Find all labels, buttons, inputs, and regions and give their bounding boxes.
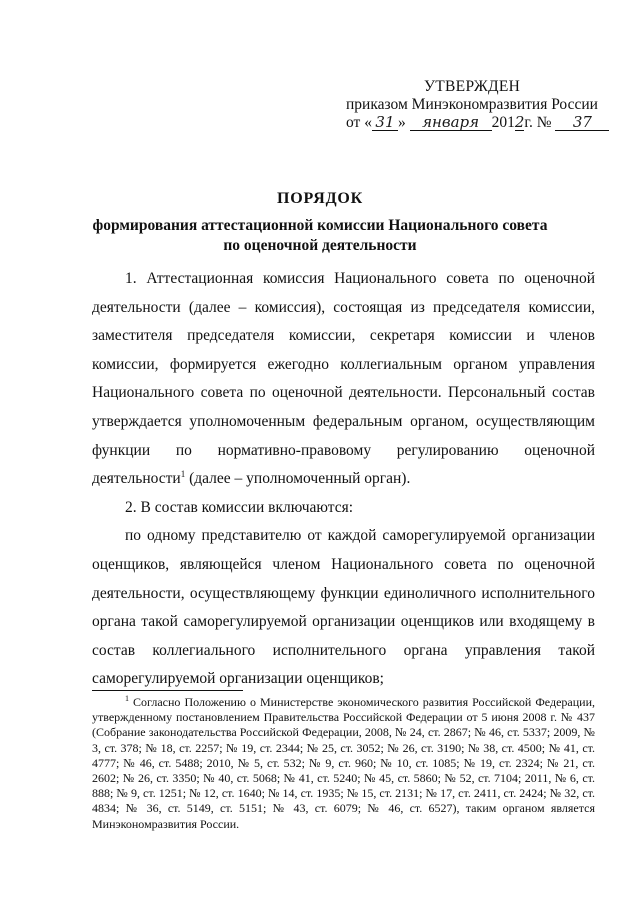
date-prefix: от « xyxy=(346,114,372,131)
document-subtitle: формирования аттестационной комиссии Национального совета по оценочной деятельности xyxy=(92,217,548,254)
handwritten-day: 31 xyxy=(372,114,398,131)
approval-stamp xyxy=(346,78,616,132)
date-mid: » xyxy=(397,114,410,131)
footnote-text: Согласно Положению о Министерстве экономического развития Российской Федерации, утвержденному постановлением Правительства Российской Федерации от 5 июня 2008 г. № 437 (Собрание законодательства Российской Федерации, 2008, № 24, ст. 2867; № 46, ст. 5337; 2009, № 3, ст. 378; № 18, ст. 2257; № 19, ст. 2344; № 25, ст. 3052; № 26, ст. 3190; № 38, ст. 4500; № 41, ст. 4777; № 46, ст. 5488; 2010, № 5, ст. 532; № 9, ст. 960; № 10, ст. 1085; № 19, ст. 2324; № 21, ст. 2602; № 26, ст. 3350; № 40, ст. 5068; № 41, ст. 5240; № 45, ст. 5860; № 52, ст. 7104; 2011, № 6, ст. 888; № 9, ст. 1251; № 12, ст. 1640; № 14, ст. 1935; № 15, ст. 2131; № 17, ст. 2411, ст. 2424; № 32, ст. 4834; № 36, ст. 5149, ст. 5151; № 43, ст. 6079; № 46, ст. 6527), таким органом является Минэкономразвития России. xyxy=(92,695,595,831)
footnote-marker: 1 xyxy=(125,694,129,703)
approval-order: приказом Минэкономразвития России xyxy=(346,96,598,113)
handwritten-order-number: 37 xyxy=(555,114,609,131)
year-prefix: 201 xyxy=(491,114,515,131)
handwritten-year-digit: 2 xyxy=(514,113,525,131)
document-body xyxy=(92,265,595,694)
footnote xyxy=(92,695,595,832)
handwritten-month: января xyxy=(410,114,492,131)
footnote-divider xyxy=(92,690,243,691)
paragraph-1-text: 1. Аттестационная комиссия Национального совета по оценочной деятельности (далее – комиссия), состоящая из председателя комиссии, заместителя председателя комиссии, секретаря комиссии и членов комиссии, формируется ежегодно коллегиальным органом управления Национального совета по оценочной деятельности. Персональный состав утверждается уполномоченным федеральным органом, осуществляющим функции по нормативно-правовому регулированию оценочной деятельности xyxy=(92,270,595,488)
approval-heading: УТВЕРЖДЕН xyxy=(424,78,521,95)
paragraph-1-tail: (далее – уполномоченный орган). xyxy=(185,470,411,488)
paragraph-1 xyxy=(92,265,595,494)
number-prefix: г. № xyxy=(524,114,552,131)
paragraph-3: по одному представителю от каждой саморегулируемой организации оценщиков, являющейся членом Национального совета по оценочной деятельности, осуществляющему функции единоличного исполнительного органа такой саморегулируемой организации оценщиков или входящему в состав коллегиального исполнительного органа управления такой саморегулируемой организации оценщиков; xyxy=(92,527,595,688)
footnote-ref: 1 xyxy=(180,469,186,479)
document-title: ПОРЯДОК xyxy=(276,190,364,207)
footnote-paragraph xyxy=(92,695,595,832)
approval-date-line xyxy=(346,114,616,132)
paragraph-2: 2. В состав комиссии включаются: xyxy=(125,498,354,516)
